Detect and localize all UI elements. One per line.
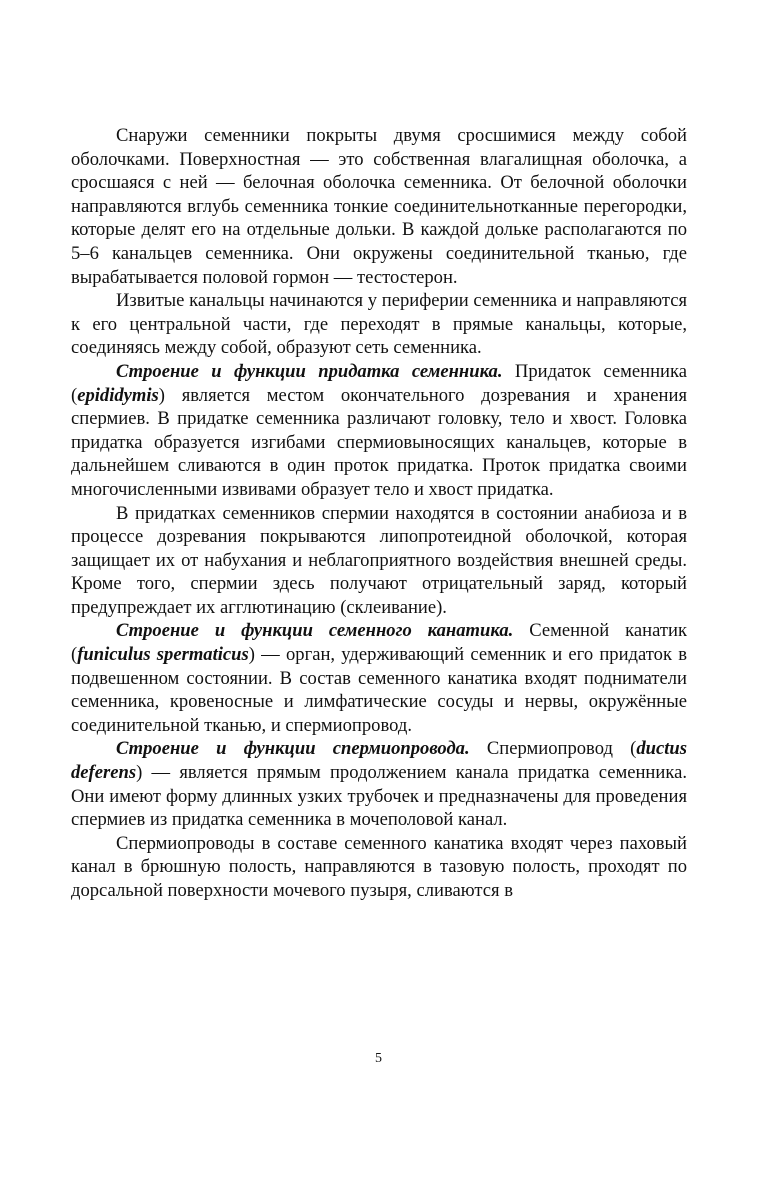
paragraph-anabiosis: В придатках семенников спермии находятся в состоянии анабиоза и в процессе дозревания покрываются липопротеидной оболочкой, которая защищает их от набухания и неблагоприятного воздействия внешней среды. Кроме того, спермии здесь получают отрицательный заряд, который предупреждает их агглютинацию (склеивание). [71,502,687,618]
paragraph-spermatic-cord [71,619,687,737]
page-number: 5 [375,1051,382,1066]
section-heading-epididymis: Строение и функции придатка семенника. [116,360,503,382]
latin-term: funiculus spermaticus [77,644,249,666]
paragraph-text: Придаток семенника ( [71,360,688,406]
body-text [71,124,687,903]
paragraph-text: Спермиопровод ( [469,738,637,760]
paragraph-text: Семенной канатик ( [71,620,688,666]
paragraph-text: ) — является прямым продолжением канала придатка семенника. Они имеют форму длинных узких трубочек и предназначены для проведения спермиев из придатка семенника в мочеполовой канал. [71,762,687,831]
paragraph-epididymis [71,360,687,502]
section-heading-spermatic-cord: Строение и функции семенного канатика. [116,620,514,642]
paragraph-ductus-deferens [71,737,687,831]
paragraph-tubules: Извитые канальцы начинаются у периферии семенника и направляются к его центральной части, где переходят в прямые канальцы, которые, соединяясь между собой, образуют сеть семенника. [71,290,687,359]
latin-term: epididymis [77,384,159,406]
paragraph-tunics: Снаружи семенники покрыты двумя сросшимися между собой оболочками. Поверхностная — это собственная влагалищная оболочка, а сросшаяся с ней — белочная оболочка семенника. От белочной оболочки направляются вглубь семенника тонкие соединительнотканные перегородки, которые делят его на отдельные дольки. В каждой дольке располагаются по 5–6 канальцев семенника. Они окружены соединительной тканью, где вырабатывается половой гормон — тестостерон. [71,125,687,288]
paragraph-text: ) — орган, удерживающий семенник и его придаток в подвешенном состоянии. В состав семенного канатика входят подниматели семенника, кровеносные и лимфатические сосуды и нервы, окружённые соединительной тканью, и спермиопровод. [71,644,687,736]
latin-term: ductus deferens [71,738,687,784]
paragraph-text: ) является местом окончательного дозревания и хранения спермиев. В придатке семенника различают головку, тело и хвост. Головка придатка образуется изгибами спермиовыносящих канальцев, которые в дальнейшем сливаются в один проток придатка. Проток придатка своими многочисленными извивами образует тело и хвост придатка. [71,384,687,500]
paragraph-path: Спермиопроводы в составе семенного канатика входят через паховый канал в брюшную полость, направляются в тазовую полость, проходят по дорсальной поверхности мочевого пузыря, сливаются в [71,832,687,901]
section-heading-ductus-deferens: Строение и функции спермиопровода. [116,738,470,760]
